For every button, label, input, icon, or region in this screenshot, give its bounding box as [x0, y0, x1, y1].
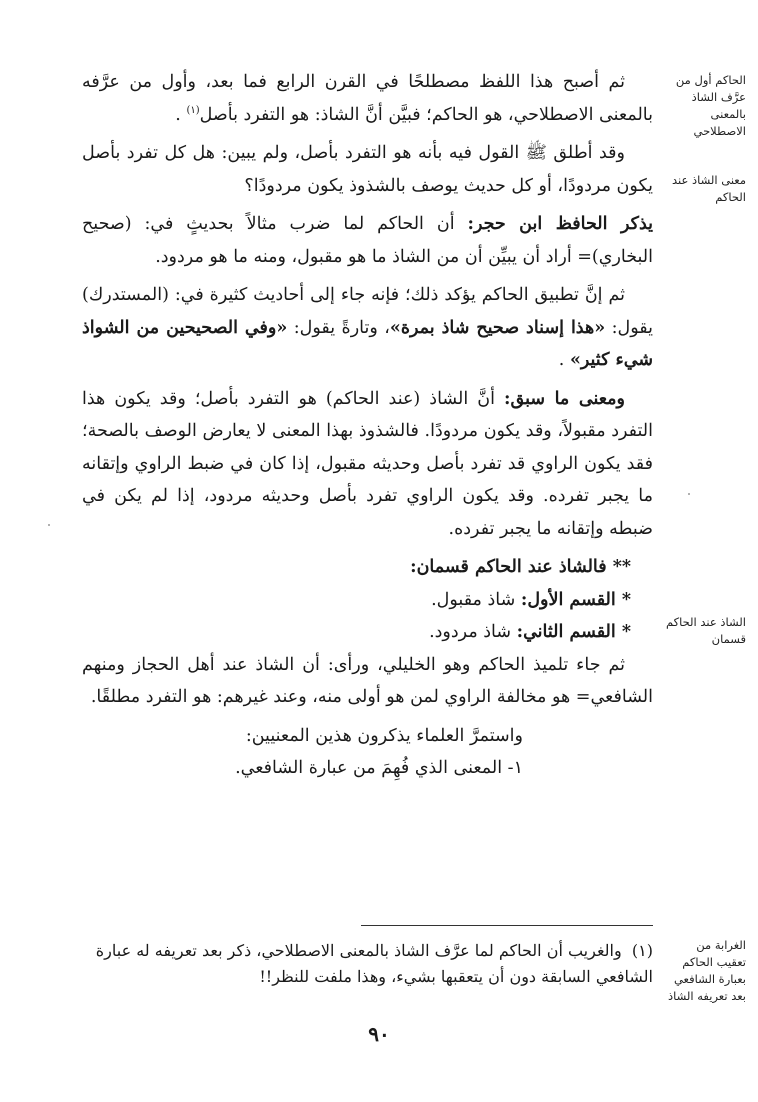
heading-two-divisions: ** فالشاذ عند الحاكم قسمان: [410, 557, 631, 577]
paragraph-ibn-hajar: يذكر الحافظ ابن حجر: أن الحاكم لما ضرب مثالاً بحديثٍ في: (صحيح البخاري)= أراد أن يبيِّن أن من الشاذ ما هو مقبول، ومنه ما هو مردود. [82, 214, 653, 267]
main-text [82, 66, 653, 785]
paragraph-mustadrak: ثم إنَّ تطبيق الحاكم يؤكد ذلك؛ فإنه جاء إلى أحاديث كثيرة في: (المستدرك) يقول: «هذا إسناد صحيح شاذ بمرة»، وتارةً يقول: «وفي الصحيحين من الشواذ شيء كثير» . [82, 285, 653, 370]
paragraph-hakim-definition: ثم أصبح هذا اللفظ مصطلحًا في القرن الرابع فما بعد، وأول من عرَّفه بالمعنى الاصطلاحي، هو الحاكم؛ فبيَّن أنَّ الشاذ: هو التفرد بأصل$^{(١)}$ . [82, 72, 653, 125]
quote-shadh: «هذا إسناد صحيح شاذ بمرة» [389, 317, 606, 338]
paragraph-khalili: ثم جاء تلميذ الحاكم وهو الخليلي، ورأى: أن الشاذ عند أهل الحجاز ومنهم الشافعي= هو مخالفة الراوي لمن هو أولى منه، وعند غيرهم: هو التفرد مطلقًا. [82, 654, 653, 707]
paragraph-hakim-unclear: وقد أطلق ﷺ القول فيه بأنه هو التفرد بأصل، ولم يبين: هل كل تفرد بأصل يكون مردودًا، أو كل حديث يوصف بالشذوذ يكون مردودًا؟ [82, 143, 653, 196]
side-note-shadh-meaning: معنى الشاذ عند الحاكم [671, 173, 746, 204]
scan-speck [48, 524, 50, 526]
quote-sahihayn: «وفي الصحيحين من الشواذ شيء كثير» [82, 317, 653, 370]
footnote-divider [361, 925, 653, 926]
scan-speck [688, 493, 690, 495]
line-meaning-one: ١- المعنى الذي فُهِمَ من عبارة الشافعي. [235, 758, 523, 778]
lead-meaning: ومعنى ما سبق: [504, 388, 625, 409]
footnote-marker: (١) [186, 104, 200, 116]
division-first: * القسم الأول: شاذ مقبول. [431, 589, 631, 610]
footnote-number: (١) [631, 941, 653, 960]
line-continued: واستمرَّ العلماء يذكرون هذين المعنيين: [245, 725, 523, 746]
side-note-two-divisions: الشاذ عند الحاكم قسمان [665, 615, 746, 646]
page-number: ٩٠ [368, 1022, 390, 1046]
lead-ibn-hajar: يذكر الحافظ ابن حجر: [467, 214, 653, 234]
division-second: * القسم الثاني: شاذ مردود. [429, 622, 631, 642]
footnote: (١) والغريب أن الحاكم لما عرَّف الشاذ بالمعنى الاصطلاحي، ذكر بعد تعريفه له عبارة الشافعي السابقة دون أن يتعقبها بشيء، وهذا ملفت للنظر!! [95, 941, 653, 986]
side-note-hakim-first: الحاكم أول من عرَّف الشاذ بالمعنى الاصطلاحي [675, 73, 746, 138]
side-note-strangeness: الغرابة من تعقيب الحاكم بعبارة الشافعي بعد تعريفه الشاذ [668, 938, 746, 1003]
paragraph-meaning: ومعنى ما سبق: أنَّ الشاذ (عند الحاكم) هو التفرد بأصل؛ وقد يكون هذا التفرد مقبولاً، وقد يكون مردودًا. فالشذوذ بهذا المعنى لا يعارض الوصف بالصحة؛ فقد يكون الراوي قد تفرد بأصل وحديثه مقبول، إذا كان في ضبط الراوي وإتقانه ما يجبر تفرده. وقد يكون الراوي تفرد بأصل وحديثه مردود، إذا لم يكن في ضبطه وإتقانه ما يجبر تفرده. [82, 388, 653, 539]
